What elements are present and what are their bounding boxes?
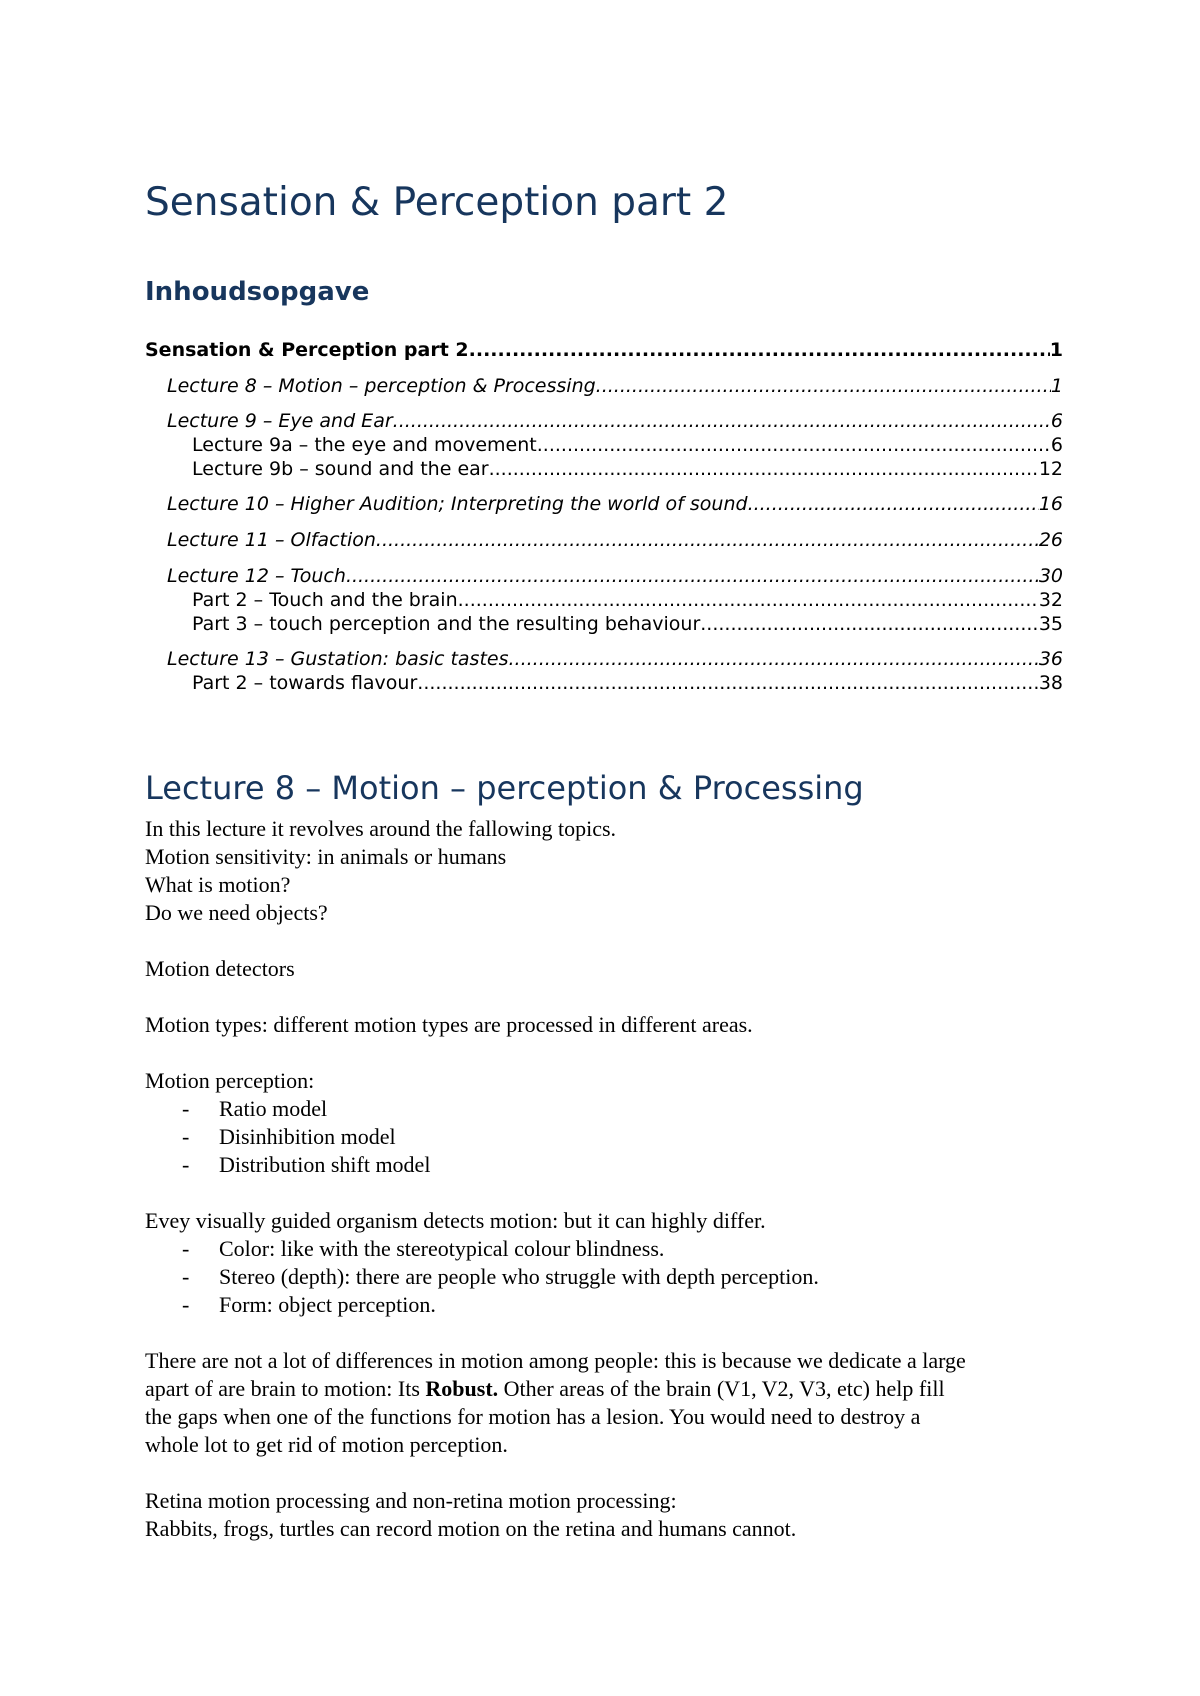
list-item-text: Disinhibition model (219, 1124, 396, 1149)
toc-entry-page: 36 (1038, 648, 1063, 670)
toc-leader (346, 564, 1039, 588)
toc-entry-page: 26 (1038, 529, 1063, 551)
toc-entry[interactable] (167, 528, 1063, 552)
toc-entry-page: 32 (1038, 589, 1063, 611)
list-item-text: Ratio model (219, 1096, 328, 1121)
toc-leader (700, 612, 1039, 636)
paragraph-line: Rabbits, frogs, turtles can record motion on the retina and humans cannot. (145, 1516, 797, 1541)
toc-entry[interactable] (145, 338, 1063, 362)
bullet-marker: - (182, 1096, 190, 1121)
intro-line: What is motion? (145, 872, 291, 897)
toc-entry-text: Part 2 – Touch and the brain (192, 589, 458, 611)
bold-term: Robust. (425, 1376, 499, 1401)
toc-entry-text: Sensation & Perception part 2 (145, 339, 469, 361)
list-item-text: Form: object perception. (219, 1292, 436, 1317)
toc-entry-page: 35 (1038, 613, 1063, 635)
bullet-marker: - (182, 1264, 190, 1289)
bullet-marker: - (182, 1292, 190, 1317)
section-heading: Lecture 8 – Motion – perception & Processing (145, 769, 864, 807)
toc-entry-text: Lecture 13 – Gustation: basic tastes (167, 648, 509, 670)
toc-leader (376, 528, 1039, 552)
toc-entry-page: 38 (1038, 672, 1063, 694)
toc-entry-page: 16 (1038, 493, 1063, 515)
toc-entry-text: Lecture 12 – Touch (167, 565, 346, 587)
paragraph-text: apart of are brain to motion: Its (145, 1376, 426, 1401)
toc-leader (393, 409, 1051, 433)
bullet-marker: - (182, 1124, 190, 1149)
toc-leader (537, 433, 1051, 457)
toc-entry-text: Part 2 – towards flavour (192, 672, 418, 694)
toc-entry[interactable] (192, 433, 1063, 457)
toc-entry[interactable] (167, 374, 1063, 398)
toc-leader (596, 374, 1051, 398)
document-title: Sensation & Perception part 2 (145, 180, 729, 225)
toc-entry[interactable] (192, 457, 1063, 481)
list-item-text: Distribution shift model (219, 1152, 431, 1177)
paragraph-line: There are not a lot of differences in motion among people: this is because we dedicate a large (145, 1348, 966, 1373)
toc-entry[interactable] (167, 492, 1063, 516)
intro-line: Motion sensitivity: in animals or humans (145, 844, 507, 869)
toc-entry-page: 6 (1050, 434, 1063, 456)
toc-leader (458, 588, 1039, 612)
toc-entry-text: Lecture 9 – Eye and Ear (167, 410, 393, 432)
paragraph-line: whole lot to get rid of motion perception. (145, 1432, 508, 1457)
paragraph-line (145, 1375, 945, 1403)
paragraph-organism: Evey visually guided organism detects motion: but it can highly differ. (145, 1208, 766, 1233)
toc-entry[interactable] (167, 409, 1063, 433)
toc-entry-text: Part 3 – touch perception and the resulting behaviour (192, 613, 701, 635)
bullet-marker: - (182, 1236, 190, 1261)
toc-entry-text: Lecture 10 – Higher Audition; Interpreting the world of sound (167, 493, 748, 515)
intro-line: Do we need objects? (145, 900, 328, 925)
toc-leader (509, 647, 1039, 671)
toc-entry-page: 1 (1050, 375, 1063, 397)
toc-leader (748, 492, 1039, 516)
paragraph-line: Retina motion processing and non-retina motion processing: (145, 1488, 677, 1513)
toc-entry-text: Lecture 9b – sound and the ear (192, 458, 489, 480)
paragraph-text: Other areas of the brain (V1, V2, V3, etc) help fill (498, 1376, 945, 1401)
toc-leader (469, 338, 1050, 362)
toc-entry-page: 1 (1049, 339, 1063, 361)
paragraph-line: the gaps when one of the functions for motion has a lesion. You would need to destroy a (145, 1404, 921, 1429)
toc-entry[interactable] (167, 647, 1063, 671)
bullet-marker: - (182, 1152, 190, 1177)
toc-leader (489, 457, 1039, 481)
toc-leader (417, 671, 1039, 695)
toc-entry-text: Lecture 8 – Motion – perception & Processing (167, 375, 596, 397)
toc-entry[interactable] (192, 612, 1063, 636)
toc-entry-page: 30 (1038, 565, 1063, 587)
paragraph-motion-types: Motion types: different motion types are processed in different areas. (145, 1012, 753, 1037)
toc-entry-page: 12 (1038, 458, 1063, 480)
toc-entry-text: Lecture 9a – the eye and movement (192, 434, 537, 456)
toc-entry[interactable] (192, 588, 1063, 612)
list-item-text: Color: like with the stereotypical colour blindness. (219, 1236, 665, 1261)
list-item-text: Stereo (depth): there are people who struggle with depth perception. (219, 1264, 819, 1289)
toc-heading: Inhoudsopgave (145, 277, 370, 307)
toc-entry-text: Lecture 11 – Olfaction (167, 529, 376, 551)
toc-entry-page: 6 (1050, 410, 1063, 432)
toc-entry[interactable] (192, 671, 1063, 695)
toc-entry[interactable] (167, 564, 1063, 588)
paragraph-motion-detectors: Motion detectors (145, 956, 295, 981)
intro-line: In this lecture it revolves around the fallowing topics. (145, 816, 617, 841)
paragraph-motion-perception: Motion perception: (145, 1068, 315, 1093)
